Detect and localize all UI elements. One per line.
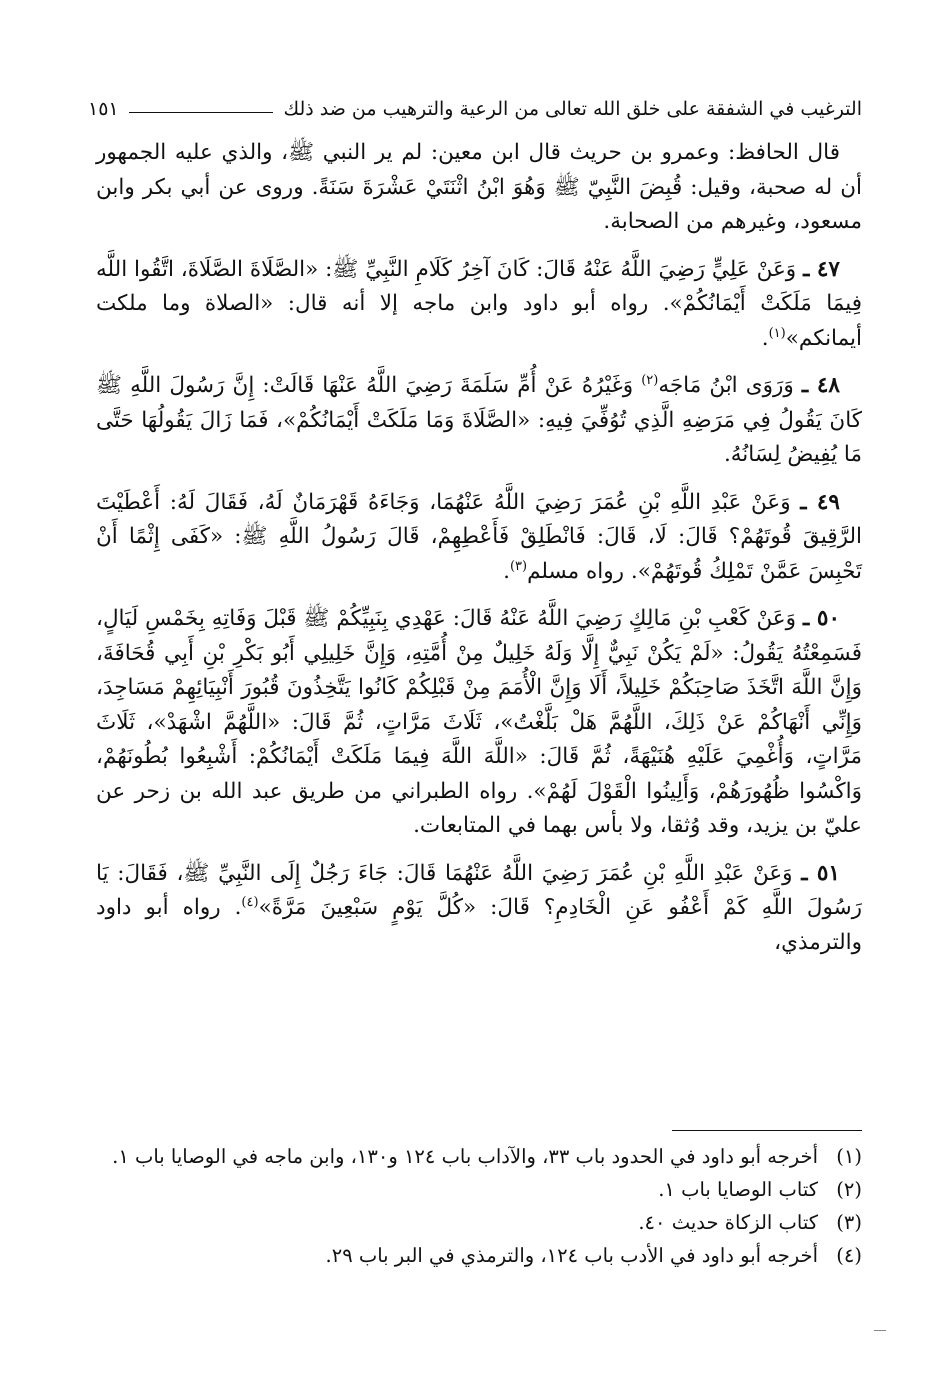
footnote-text: أخرجه أبو داود في الأدب باب ١٢٤، والترمذي في البر باب ٢٩.: [325, 1244, 818, 1267]
running-header: [88, 84, 862, 120]
footnote-ref: (١): [768, 325, 786, 341]
header-title: الترغيب في الشفقة على خلق الله تعالى من الرعية والترهيب من ضد ذلك: [283, 98, 862, 120]
scan-mark: [874, 1330, 886, 1331]
footnote-number: (١): [836, 1145, 862, 1168]
footnote-item: [96, 1140, 862, 1173]
hadith-text-end: .: [503, 558, 510, 584]
hadith-47: [96, 253, 862, 357]
hadith-number: ٥١ ـ: [801, 860, 840, 886]
footnote-separator: [672, 1130, 862, 1131]
hadith-number: ٤٩ ـ: [800, 489, 840, 515]
footnote-text: كتاب الزكاة حديث ٤٠.: [638, 1211, 818, 1234]
footnote-text: كتاب الوصايا باب ١.: [658, 1178, 818, 1201]
hadith-text: وَعَنْ عَلِيٍّ رَضِيَ اللَّهُ عَنْهُ قَالَ: كَانَ آخِرُ كَلَامِ النَّبِيِّ ﷺ: «الصَّلَاةَ الصَّلَاةَ، اتَّقُوا اللَّه فِيمَا مَلَكَتْ أَيْمَانُكُمْ». رواه أبو داود وابن ماجه إلا أنه قال: «الصلاة وما ملكت أيمانكم»: [96, 256, 862, 351]
footnote-number: (٣): [836, 1211, 862, 1234]
hadith-51: [96, 857, 862, 961]
footnote-ref: (٢): [641, 372, 659, 388]
footnote-number: (٢): [836, 1178, 862, 1201]
header-rule: [129, 112, 274, 113]
hadith-number: ٥٠ ـ: [802, 606, 840, 631]
hadith-text-cont: وَغَيْرُهُ عَنْ أُمِّ سَلَمَةَ رَضِيَ اللَّهُ عَنْهَا قَالَتْ: إِنَّ رَسُولَ اللَّهِ ﷺ كَانَ يَقُولُ فِي مَرَضِهِ الَّذِي تُوُفِّيَ فِيهِ: «الصَّلَاةَ وَمَا مَلَكَتْ أَيْمَانُكُمْ»، فَمَا زَالَ يَقُولُهَا حَتَّى مَا يُفِيضُ لِسَانُهُ.: [96, 373, 862, 467]
paragraph-text: قال الحافظ: وعمرو بن حريث قال ابن معين: لم ير النبي ﷺ، والذي عليه الجمهور أن له صحبة، وقيل: قُبِضَ النَّبِيّ ﷺ وَهُوَ ابْنُ اثْنَتَيْ عَشْرَةَ سَنَةً. وروى عن أبي بكر وابن مسعود، وغيرهم من الصحابة.: [96, 140, 862, 234]
footnote-item: [96, 1206, 862, 1239]
hadith-number: ٤٧ ـ: [803, 256, 840, 282]
hadith-text-end: .: [761, 325, 769, 351]
hadith-number: ٤٨ ـ: [801, 373, 840, 398]
footnote-item: [96, 1239, 862, 1272]
footnote-ref: (٤): [241, 894, 259, 910]
main-text: [96, 136, 862, 973]
hadith-text: وَعَنْ كَعْبِ بْنِ مَالِكٍ رَضِيَ اللَّهُ عَنْهُ قَالَ: عَهْدِي بِنَبِيِّكُمْ ﷺ قَبْلَ وَفَاتِهِ بِخَمْسِ لَيَالٍ، فَسَمِعْتُهُ يَقُولُ: «لَمْ يَكُنْ نَبِيٌّ إِلَّا وَلَهُ خَلِيلٌ مِنْ أُمَّتِهِ، وَإِنَّ خَلِيلِي أَبُو بَكْرِ بْنِ أَبِي قُحَافَةَ، وَإِنَّ اللَّهَ اتَّخَذَ صَاحِبَكُمْ خَلِيلاً، أَلَا وَإِنَّ الْأُمَمَ مِنْ قَبْلِكُمْ كَانُوا يَتَّخِذُونَ قُبُورَ أَنْبِيَائِهِمْ مَسَاجِدَ، وَإِنِّي أَنْهَاكُمْ عَنْ ذَلِكَ، اللَّهُمَّ هَلْ بَلَّغْتُ»، ثَلَاثَ مَرَّاتٍ، ثُمَّ قَالَ: «اللَّهُمَّ اشْهَدْ»، ثَلَاثَ مَرَّاتٍ، وَأُغْمِيَ عَلَيْهِ هُنَيْهَةً، ثُمَّ قَالَ: «اللَّهَ اللَّهَ فِيمَا مَلَكَتْ أَيْمَانُكُمْ: أَشْبِعُوا بُطُونَهُمْ، وَاكْسُوا ظُهُورَهُمْ، وَأَلِينُوا الْقَوْلَ لَهُمْ». رواه الطبراني من طريق عبد الله بن زحر عن عليّ بن يزيد، وقد وُثقا، ولا بأس بهما في المتابعات.: [96, 606, 862, 838]
footnote-text: أخرجه أبو داود في الحدود باب ٣٣، والآداب باب ١٢٤ و١٣٠، وابن ماجه في الوصايا باب ١.: [112, 1145, 818, 1168]
page-number: ١٥١: [88, 98, 119, 120]
footnote-item: [96, 1173, 862, 1206]
footnote-ref: (٣): [509, 558, 528, 574]
hadith-50: [96, 602, 862, 844]
hadith-text-end: . رواه أبو داود والترمذي،: [96, 895, 862, 955]
hadith-text: وَعَنْ عَبْدِ اللَّهِ بْنِ عُمَرَ رَضِيَ اللَّهُ عَنْهُمَا قَالَ: جَاءَ رَجُلٌ إِلَى النَّبِيِّ ﷺ، فَقَالَ: يَا رَسُولَ اللَّهِ كَمْ أَعْفُو عَنِ الْخَادِمِ؟ قَالَ: «كُلَّ يَوْمٍ سَبْعِينَ مَرَّةً»: [96, 860, 862, 920]
footnotes: [96, 1140, 862, 1272]
hadith-48: [96, 369, 862, 473]
hadith-49: [96, 486, 862, 590]
hadith-text: وَرَوَى ابْنُ مَاجَه: [658, 373, 794, 398]
footnote-number: (٤): [836, 1244, 862, 1267]
paragraph-intro: [96, 136, 862, 240]
hadith-text: وَعَنْ عَبْدِ اللَّهِ بْنِ عُمَرَ رَضِيَ اللَّهُ عَنْهُمَا، وَجَاءَهُ قَهْرَمَانٌ لَهُ، فَقَالَ لَهُ: أَعْطَيْتَ الرَّقِيقَ قُوتَهُمْ؟ قَالَ: لَا، قَالَ: فَانْطَلِقْ فَأَعْطِهِمْ، قَالَ رَسُولُ اللَّهِ ﷺ: «كَفَى إِثْمًا أَنْ تَحْبِسَ عَمَّنْ تَمْلِكُ قُوتَهُمْ». رواه مسلم: [96, 489, 862, 584]
